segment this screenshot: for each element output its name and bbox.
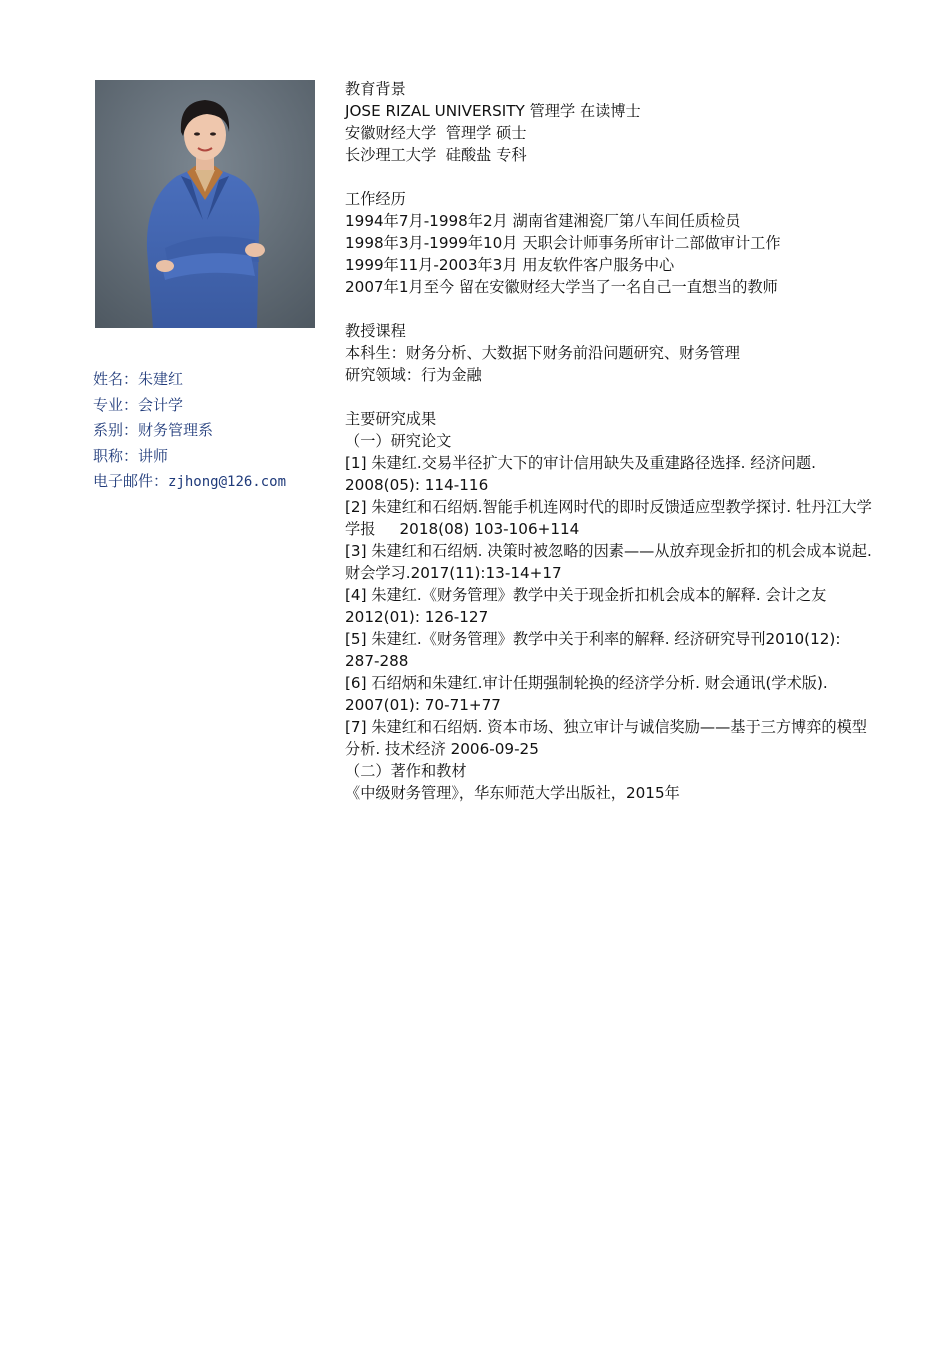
work-item: 1994年7月-1998年2月 湖南省建湘瓷厂第八车间任质检员: [345, 212, 741, 230]
paper-item: [6] 石绍炳和朱建红.审计任期强制轮换的经济学分析. 财会通讯(学术版). 2007(01): 70-71+77: [345, 674, 833, 714]
education-section: [345, 78, 880, 166]
profile-dept-row: [93, 420, 333, 446]
profile-email-row: [93, 471, 333, 497]
work-heading: 工作经历: [345, 190, 406, 208]
paper-item: [3] 朱建红和石绍炳. 决策时被忽略的因素——从放弃现金折扣的机会成本说起. 财会学习.2017(11):13-14+17: [345, 542, 877, 582]
title-label: 职称：: [93, 446, 139, 465]
portrait-illustration: [95, 80, 315, 328]
paper-item: [4] 朱建红.《财务管理》教学中关于现金折扣机会成本的解释. 会计之友2012(01): 126-127: [345, 586, 827, 626]
education-item: 安徽财经大学 管理学 硕士: [345, 124, 527, 142]
book-item: 《中级财务管理》，华东师范大学出版社，2015年: [345, 784, 680, 802]
research-area: 研究领域：行为金融: [345, 366, 482, 384]
paper-item: [5] 朱建红.《财务管理》教学中关于利率的解释. 经济研究导刊2010(12): 287-288: [345, 630, 870, 670]
profile-name-row: [93, 369, 333, 395]
name-value: 朱建红: [138, 370, 184, 388]
major-value: 会计学: [138, 395, 184, 414]
name-label: 姓名：: [93, 370, 139, 388]
dept-label: 系别：: [93, 421, 139, 439]
email-value: zjhong@126.com: [168, 474, 287, 490]
dept-value: 财务管理系: [138, 421, 214, 439]
paper-item: [2] 朱建红和石绍炳.智能手机连网时代的即时反馈适应型教学探讨. 牡丹江大学学报 2018(08) 103-106+114: [345, 498, 872, 538]
paper-item: [7] 朱建红和石绍炳. 资本市场、独立审计与诚信奖励——基于三方博弈的模型分析. 技术经济 2006-09-25: [345, 718, 867, 758]
work-item: 1999年11月-2003年3月 用友软件客户服务中心: [345, 256, 675, 274]
courses-section: [345, 320, 880, 386]
research-section: [345, 408, 880, 804]
undergrad-courses: 本科生：财务分析、大数据下财务前沿问题研究、财务管理: [345, 344, 740, 362]
title-value: 讲师: [138, 446, 169, 465]
work-item: 2007年1月至今 留在安徽财经大学当了一名自己一直想当的教师: [345, 278, 778, 296]
education-item: 长沙理工大学 硅酸盐 专科: [345, 146, 527, 164]
major-label: 专业：: [93, 395, 139, 414]
papers-heading: （一）研究论文: [345, 432, 452, 450]
profile-photo: [95, 80, 315, 328]
education-heading: 教育背景: [345, 80, 406, 98]
work-item: 1998年3月-1999年10月 天职会计师事务所审计二部做审计工作: [345, 234, 781, 252]
research-heading: 主要研究成果: [345, 410, 437, 428]
profile-major-row: [93, 395, 333, 421]
education-item: JOSE RIZAL UNIVERSITY 管理学 在读博士: [345, 102, 641, 120]
paper-item: [1] 朱建红.交易半径扩大下的审计信用缺失及重建路径选择. 经济问题. 2008(05): 114-116: [345, 454, 821, 494]
books-heading: （二）著作和教材: [345, 762, 467, 780]
profile-title-row: [93, 446, 333, 472]
resume-content: [345, 78, 880, 804]
work-section: [345, 188, 880, 298]
profile-info: [93, 369, 333, 497]
courses-heading: 教授课程: [345, 322, 406, 340]
email-label: 电子邮件：: [93, 472, 169, 490]
